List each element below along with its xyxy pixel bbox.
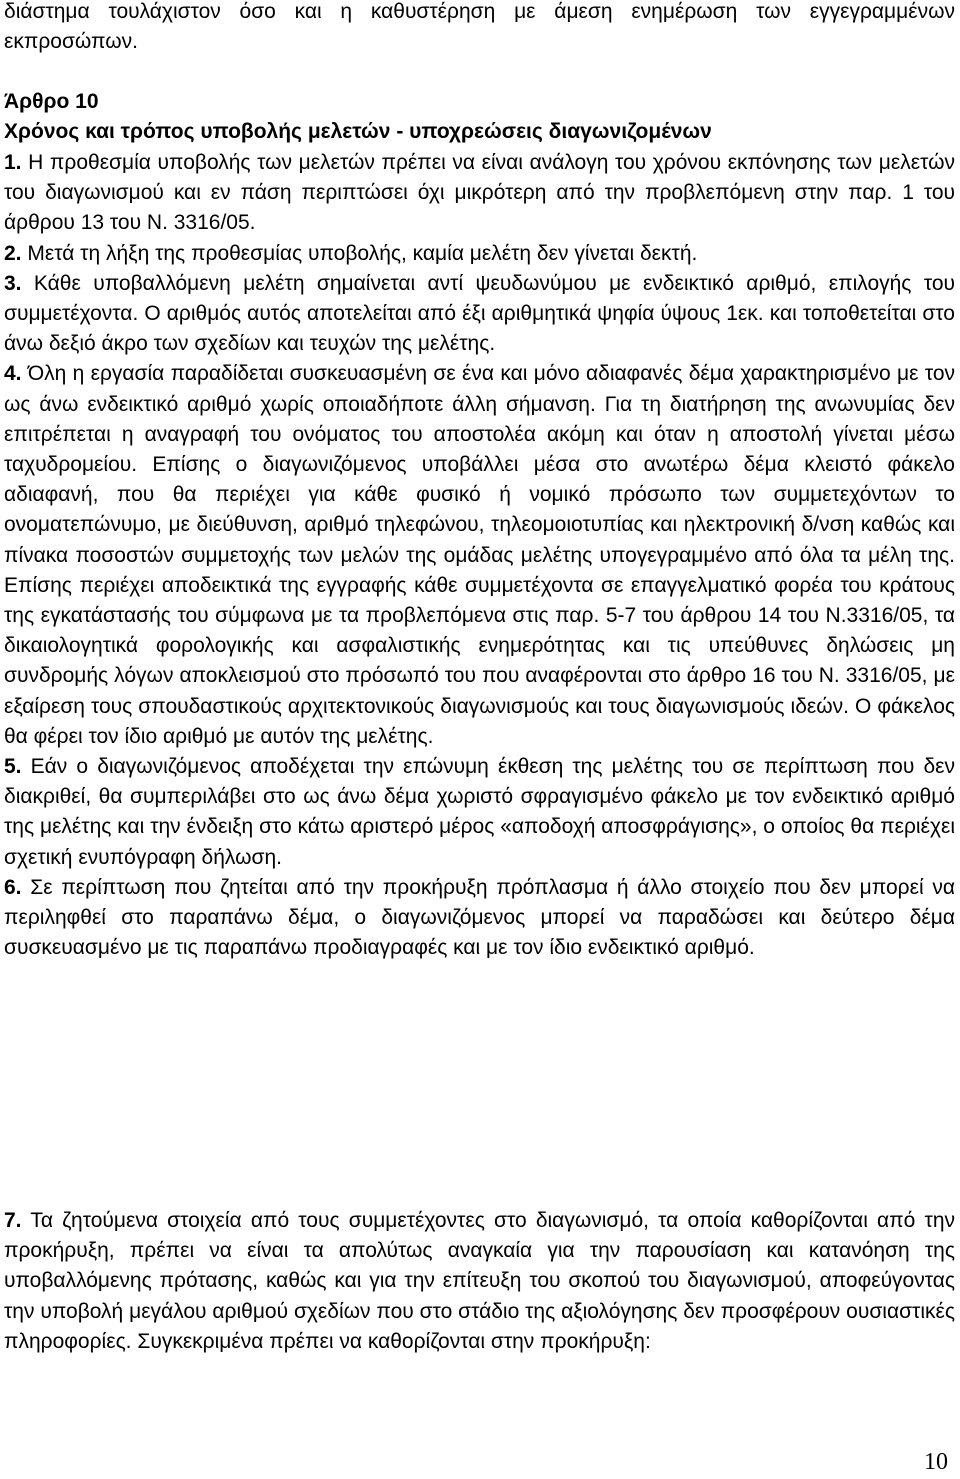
item-number: 1.	[4, 151, 22, 174]
item-text: Τα ζητούμενα στοιχεία από τους συμμετέχοντες στο διαγωνισμό, τα οποία καθορίζονται από την προκήρυξη, πρέπει να είναι τα απολύτως αναγκαία για την παρουσίαση και κατανόηση της υποβαλλόμενης πρότασης, καθώς και για την επίτευξη του σκοπού του διαγωνισμού, αποφεύγοντας την υποβολή μεγάλου αριθμού σχεδίων που στο στάδιο της αξιολόγησης δεν προσφέρουν ουσιαστικές πληροφορίες. Συγκεκριμένα πρέπει να καθορίζονται στην προκήρυξη:	[4, 1209, 955, 1353]
item-text: Σε περίπτωση που ζητείται από την προκήρυξη πρόπλασμα ή άλλο στοιχείο που δεν μπορεί να περιληφθεί στο παραπάνω δέμα, ο διαγωνιζόμενος μπορεί να παραδώσει και δεύτερο δέμα συσκευασμένο με τις παραπάνω προδιαγραφές και με τον ίδιο ενδεικτικό αριθμό.	[4, 875, 955, 960]
list-item	[4, 873, 955, 964]
list-item	[4, 239, 955, 269]
article-item-7-block	[4, 1206, 955, 1357]
list-item	[4, 269, 955, 360]
list-item	[4, 359, 955, 752]
item-text: Η προθεσμία υποβολής των μελετών πρέπει να είναι ανάλογη του χρόνου εκπόνησης των μελετών του διαγωνισμού και εν πάση περιπτώσει όχι μικρότερη από την προβλεπόμενη στην παρ. 1 του άρθρου 13 του Ν. 3316/05.	[4, 151, 955, 235]
intro-text: διάστημα τουλάχιστον όσο και η καθυστέρηση με άμεση ενημέρωση των εγγεγραμμένων εκπροσώπων.	[4, 0, 955, 54]
item-text: Όλη η εργασία παραδίδεται συσκευασμένη σε ένα και μόνο αδιαφανές δέμα χαρακτηρισμένο με τον ως άνω ενδεικτικό αριθμό χωρίς οποιαδήποτε άλλη σήμανση. Για τη διατήρηση της ανωνυμίας δεν επιτρέπεται η αναγραφή του ονόματος του αποστολέα ακόμη και όταν η αποστολή γίνεται μέσω ταχυδρομείου. Επίσης ο διαγωνιζόμενος υποβάλλει μέσα στο ανωτέρω δέμα κλειστό φάκελο αδιαφανή, που θα περιέχει για κάθε φυσικό ή νομικό πρόσωπο των συμμετεχόντων το ονοματεπώνυμο, με διεύθυνση, αριθμό τηλεφώνου, τηλεομοιοτυπίας και ηλεκτρονική δ/νση καθώς και πίνακα ποσοστών συμμετοχής των μελών της ομάδας μελέτης υπογεγραμμένο από όλα τα μέλη της. Επίσης περιέχει αποδεικτικά της εγγραφής κάθε συμμετέχοντα σε επαγγελματικό φορέα του κράτους της εγκατάστασής του σύμφωνα με τα προβλεπόμενα στις παρ. 5-7 του άρθρου 14 του Ν.3316/05, τα δικαιολογητικά φορολογικής και ασφαλιστικής ενημερότητας και τις υπεύθυνες δηλώσεις μη συνδρομής λόγων αποκλεισμού στο πρόσωπό του που αναφέρονται στο άρθρο 16 του Ν. 3316/05, με εξαίρεση τους σπουδαστικούς αρχιτεκτονικούς διαγωνισμούς και τους διαγωνισμούς ιδεών. Ο φάκελος θα φέρει τον ίδιο αριθμό με αυτόν της μελέτης.	[4, 362, 955, 748]
item-number: 5.	[4, 755, 22, 779]
item-number: 3.	[4, 271, 22, 295]
item-number: 4.	[4, 362, 22, 386]
item-text: Κάθε υποβαλλόμενη μελέτη σημαίνεται αντί ψευδωνύμου με ενδεικτικό αριθμό, επιλογής του συμμετέχοντα. Ο αριθμός αυτός αποτελείται από έξι αριθμητικά ψηφία ύψους 1εκ. και τοποθετείται στο άνω δεξιό άκρο των σχεδίων και τευχών της μελέτης.	[4, 271, 955, 356]
page-number: 10	[924, 1449, 948, 1475]
item-text: Εάν ο διαγωνιζόμενος αποδέχεται την επώνυμη έκθεση της μελέτης του σε περίπτωση που δεν διακριθεί, θα συμπεριλάβει στο ως άνω δέμα χωριστό σφραγισμένο φάκελο με τον ενδεικτικό αριθμό της μελέτης και την ένδειξη στο κάτω αριστερό μέρος «αποδοχή αποσφράγισης», ο οποίος θα περιέχει σχετική ενυπόγραφη δήλωση.	[4, 755, 955, 869]
article-heading-block	[4, 87, 955, 147]
list-item	[4, 752, 955, 873]
item-number: 2.	[4, 241, 22, 265]
item-number: 7.	[4, 1209, 22, 1232]
article-heading: Άρθρο 10	[4, 90, 99, 113]
intro-paragraph	[4, 0, 955, 57]
article-items-block	[4, 148, 955, 963]
list-item	[4, 1206, 955, 1357]
list-item	[4, 148, 955, 239]
item-number: 6.	[4, 875, 22, 899]
item-text: Μετά τη λήξη της προθεσμίας υποβολής, καμία μελέτη δεν γίνεται δεκτή.	[21, 241, 698, 265]
article-title: Χρόνος και τρόπος υποβολής μελετών - υποχρεώσεις διαγωνιζομένων	[4, 120, 712, 144]
